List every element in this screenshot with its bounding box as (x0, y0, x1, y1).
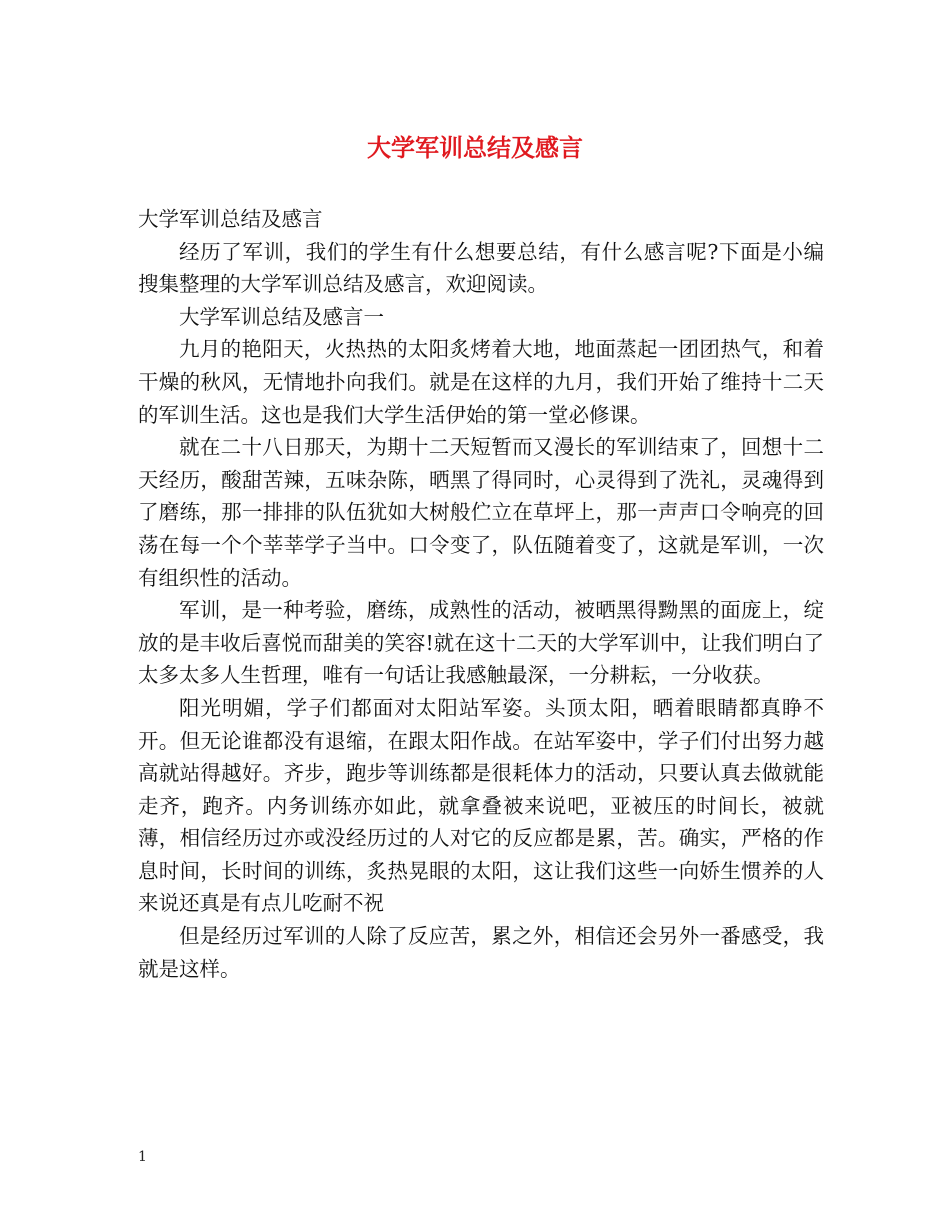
document-title: 大学军训总结及感言 (367, 134, 583, 162)
paragraph-4: 阳光明媚，学子们都面对太阳站军姿。头顶太阳，晒着眼睛都真睁不开。但无论谁都没有退缩，在跟太阳作战。在站军姿中，学子们付出努力越高就站得越好。齐步，跑步等训练都是很耗体力的活动，只要认真去做就能走齐，跑齐。内务训练亦如此，就拿叠被来说吧，亚被压的时间长，被就薄，相信经历过亦或没经历过的人对它的反应都是累，苦。确实，严格的作息时间，长时间的训练，炙热晃眼的太阳，这让我们这些一向娇生惯养的人来说还真是有点儿吃耐不祝 (138, 695, 824, 916)
paragraph-3: 军训，是一种考验，磨练，成熟性的活动，被晒黑得黝黑的面庞上，绽放的是丰收后喜悦而甜美的笑容!就在这十二天的大学军训中，让我们明白了太多太多人生哲理，唯有一句话让我感触最深，一分耕耘，一分收获。 (138, 598, 824, 688)
section-heading: 大学军训总结及感言一 (179, 304, 384, 329)
document-subtitle: 大学军训总结及感言 (138, 207, 323, 231)
document-body (138, 203, 824, 985)
paragraph-5: 但是经历过军训的人除了反应苦，累之外，相信还会另外一番感受，我就是这样。 (138, 924, 824, 981)
paragraph-2: 就在二十八日那天，为期十二天短暂而又漫长的军训结束了，回想十二天经历，酸甜苦辣，五味杂陈，晒黑了得同时，心灵得到了洗礼，灵魂得到了磨练，那一排排的队伍犹如大树般伫立在草坪上，那一声声口令响亮的回荡在每一个个莘莘学子当中。口令变了，队伍随着变了，这就是军训，一次有组织性的活动。 (138, 435, 824, 590)
page-number: 1 (138, 1149, 147, 1165)
paragraph-1: 九月的艳阳天，火热热的太阳炙烤着大地，地面蒸起一团团热气，和着干燥的秋风，无情地扑向我们。就是在这样的九月，我们开始了维持十二天的军训生活。这也是我们大学生活伊始的第一堂必修课。 (138, 337, 824, 427)
paragraph-intro: 经历了军训，我们的学生有什么想要总结，有什么感言呢?下面是小编搜集整理的大学军训总结及感言，欢迎阅读。 (138, 239, 824, 297)
